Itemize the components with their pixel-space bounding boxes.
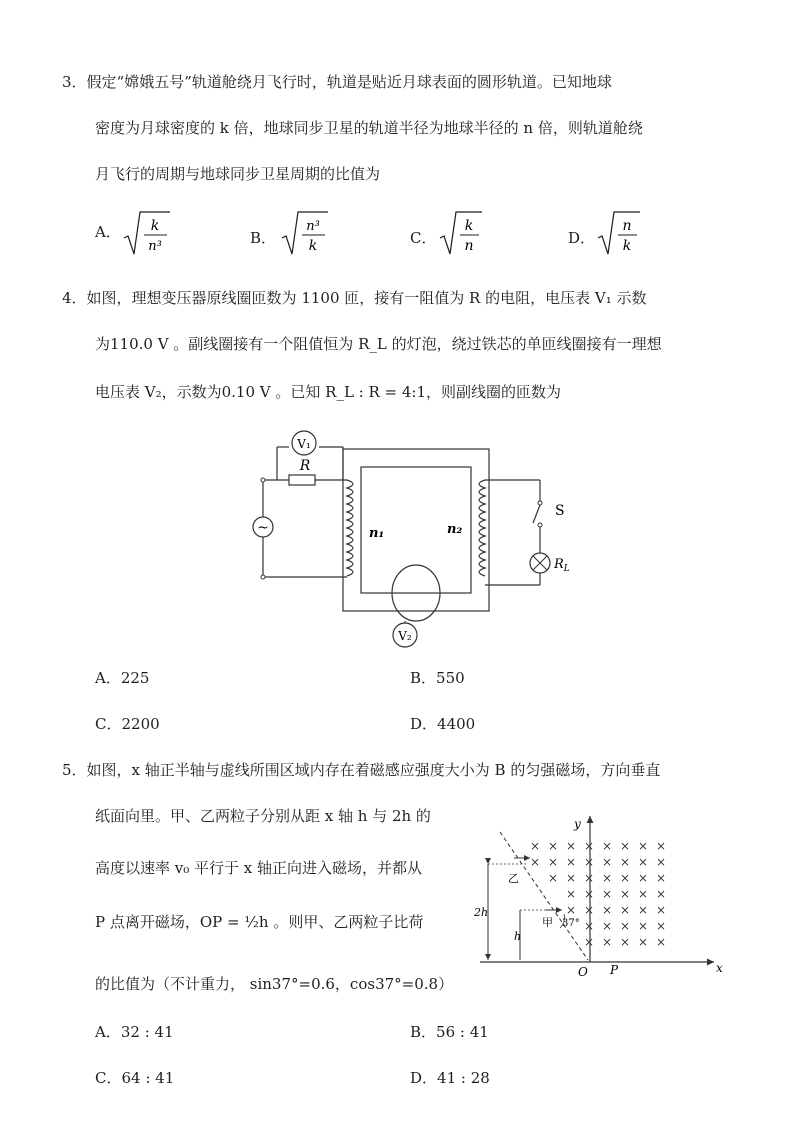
field-cross: ×	[638, 935, 649, 949]
field-cross: ×	[566, 903, 577, 917]
q4-line-3: 电压表 V₂，示数为0.10 V 。已知 R_L : R = 4:1，则副线圈的匝数为	[95, 383, 562, 401]
q3-b-num: n³	[306, 219, 320, 234]
q5-line-2: 纸面向里。甲、乙两粒子分别从距 x 轴 h 与 2h 的	[95, 807, 431, 825]
field-cross: ×	[566, 887, 577, 901]
q5-option-b: B．56 : 41	[410, 1023, 489, 1041]
field-cross: ×	[548, 839, 559, 853]
q3-option-c: C．	[410, 229, 437, 247]
q3-a-den: n³	[148, 239, 162, 254]
q5-line-3: 高度以速率 v₀ 平行于 x 轴正向进入磁场，并都从	[95, 859, 423, 877]
q3-b-den: k	[308, 238, 318, 254]
field-cross: ×	[584, 935, 595, 949]
field-cross: ×	[566, 871, 577, 885]
q3-option-a: A．	[95, 223, 121, 241]
field-cross: ×	[620, 855, 631, 869]
q3-c-num: k	[464, 218, 474, 234]
q4-line-2: 为110.0 V 。副线圈接有一个阻值恒为 R_L 的灯泡，绕过铁芯的单匝线圈接有一理想	[95, 335, 662, 353]
q3-option-d: D．	[568, 229, 596, 247]
field-cross: ×	[530, 855, 541, 869]
resistor-r	[289, 475, 315, 485]
switch-s	[533, 505, 540, 523]
field-cross: ×	[620, 887, 631, 901]
field-cross: ×	[620, 903, 631, 917]
field-cross: ×	[548, 855, 559, 869]
q3-line-3: 月飞行的周期与地球同步卫星周期的比值为	[95, 165, 381, 183]
q3-option-c-sqrt	[438, 208, 488, 258]
field-cross: ×	[566, 855, 577, 869]
field-cross: ×	[656, 935, 667, 949]
q5-option-a: A．32 : 41	[95, 1023, 174, 1041]
q4-option-c: C．2200	[95, 715, 160, 733]
field-crosses	[530, 839, 666, 949]
field-cross: ×	[584, 919, 595, 933]
point-p-label: P	[610, 963, 619, 977]
field-cross: ×	[548, 871, 559, 885]
core-outer	[343, 449, 489, 611]
field-cross: ×	[656, 887, 667, 901]
y-axis-label: y	[574, 817, 581, 831]
q4-option-b: B．550	[410, 669, 465, 687]
q3-option-b: B．	[250, 229, 277, 247]
q5-option-d: D．41 : 28	[410, 1069, 490, 1084]
primary-coil	[347, 480, 353, 576]
q4-line-1: 4．如图，理想变压器原线圈匝数为 1100 匝，接有一阻值为 R 的电阻，电压表 V₁ 示数	[62, 289, 647, 307]
q4-option-d: D．4400	[410, 715, 476, 733]
v1-label: V₁	[297, 437, 311, 451]
jia-particle-label: 甲	[542, 916, 553, 929]
field-cross: ×	[656, 903, 667, 917]
field-cross: ×	[584, 871, 595, 885]
q3-c-den: n	[464, 238, 474, 254]
field-cross: ×	[656, 871, 667, 885]
field-cross: ×	[638, 855, 649, 869]
field-cross: ×	[638, 887, 649, 901]
field-cross: ×	[602, 919, 613, 933]
x-axis-label: x	[716, 961, 723, 975]
angle-label: 37°	[562, 918, 580, 929]
field-cross: ×	[602, 935, 613, 949]
yi-particle-label: 乙	[508, 872, 519, 885]
field-cross: ×	[530, 839, 541, 853]
q3-line-2: 密度为月球密度的 k 倍，地球同步卫星的轨道半径为地球半径的 n 倍，则轨道舱绕	[95, 119, 643, 137]
transformer-circuit-figure	[245, 425, 575, 655]
field-cross: ×	[620, 871, 631, 885]
secondary-coil	[479, 480, 485, 576]
q3-option-a-sqrt	[122, 208, 172, 258]
field-cross: ×	[656, 855, 667, 869]
field-cross: ×	[620, 839, 631, 853]
q5-line-4: P 点离开磁场，OP = ½h 。则甲、乙两粒子比荷	[95, 913, 424, 931]
n2-label: n₂	[447, 522, 463, 537]
rl-label: $R_L$	[554, 557, 570, 574]
field-cross: ×	[602, 855, 613, 869]
field-cross: ×	[602, 871, 613, 885]
field-cross: ×	[620, 919, 631, 933]
field-cross: ×	[602, 887, 613, 901]
magnetic-field-figure	[470, 812, 730, 982]
svg-text:~: ~	[257, 520, 269, 536]
field-cross: ×	[584, 855, 595, 869]
field-cross: ×	[656, 839, 667, 853]
q3-a-num: k	[150, 218, 160, 234]
q3-d-num: n	[622, 218, 632, 234]
field-cross: ×	[620, 935, 631, 949]
height-h-label: h	[514, 930, 522, 943]
q5-line-5: 的比值为（不计重力， sin37°=0.6，cos37°=0.8）	[95, 975, 454, 993]
r-label: R	[299, 458, 311, 474]
q3-line-1: 3．假定“嫦娥五号”轨道舱绕月飞行时，轨道是贴近月球表面的圆形轨道。已知地球	[62, 73, 612, 91]
q3-d-den: k	[622, 238, 632, 254]
origin-label: O	[578, 965, 588, 979]
field-cross: ×	[584, 903, 595, 917]
field-cross: ×	[602, 903, 613, 917]
q3-option-d-sqrt	[596, 208, 646, 258]
field-cross: ×	[638, 839, 649, 853]
field-cross: ×	[638, 903, 649, 917]
q3-option-b-sqrt	[280, 208, 330, 258]
q4-option-a: A．225	[95, 669, 150, 687]
field-cross: ×	[602, 839, 613, 853]
switch-label: S	[555, 503, 565, 519]
height-2h-label: 2h	[474, 906, 489, 919]
field-cross: ×	[566, 839, 577, 853]
field-cross: ×	[638, 871, 649, 885]
field-cross: ×	[584, 839, 595, 853]
q5-option-c: C．64 : 41	[95, 1069, 175, 1084]
field-cross: ×	[638, 919, 649, 933]
v2-label: V₂	[398, 629, 412, 643]
n1-label: n₁	[369, 526, 385, 541]
field-cross: ×	[656, 919, 667, 933]
field-cross: ×	[584, 887, 595, 901]
q5-line-1: 5．如图，x 轴正半轴与虚线所围区域内存在着磁感应强度大小为 B 的匀强磁场，方向垂直	[62, 761, 661, 779]
